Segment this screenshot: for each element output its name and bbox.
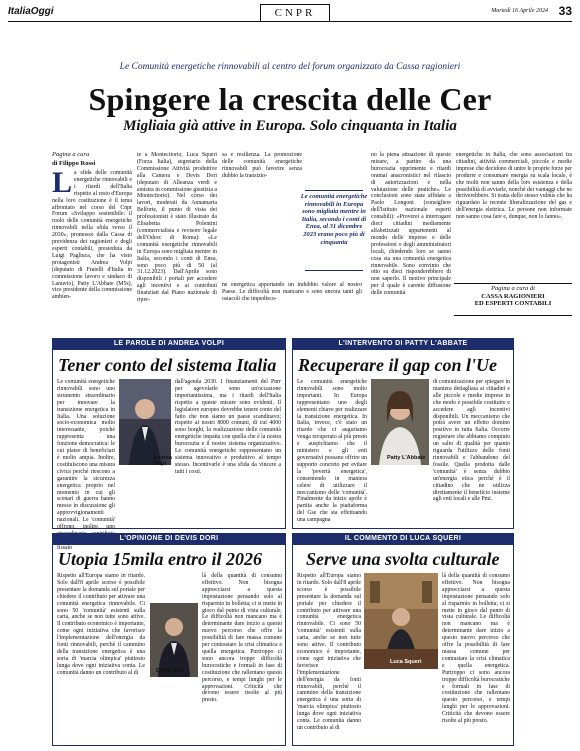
box-labbate-text-b: di comunicazione per spiegare in maniera dettagliata ai cittadini e alle piccole e medie imprese in che modo è possibile costituire e accedere agli incentivi disponibili. Un meccanismo che potrà avere un effetto domino positivo in tutta Italia. Occorre registrare che abbiamo compiuto un salto di qualità per quanto riguarda l'utilizzo delle fonti rinnovabili e l'abbandono del fossile. Quella prodotta dalle 'comunità' è senza dubbio un'energia etica perché è il cittadino che ne utilizza direttamente il beneficio insieme agli enti locali e alle Pmi.: [433, 379, 510, 503]
byline-author: di Filippo Rossi: [52, 160, 96, 167]
page-number: 33: [558, 4, 572, 18]
box-squeri-text-b: là della quantità di consumo effettivo. Non bisogna approcciarsi a questa impostazione pensando solo al risparmio in bolletta; ci si mette in gioco dal punto di vista culturale. Le difficoltà non mancano ma è determinante dare inizio a questo nuovo percorso che offre la possibilità di fare massa comune per contrastare la crisi climatica e quella energetica. Purtroppo ci sono ancora troppe difficoltà burocratiche e formali in fase di costituzione che rallentano questo percorso, e tempi lunghi per le approvazioni. Criticità che devono essere risolte al più presto.: [442, 573, 510, 725]
article-column-5: energetiche in Italia, che sono associazioni tra cittadini, attività commerciali, piccole e medie imprese che decidono di unire le proprie forze per produrre e consumare energia su scala locale, è che molti non sanno della loro esistenza e della possibilità di avviarle, nonché dei vantaggi che ne deriverebbero. Si tratta dello stesso vulnus che ha riguardato la recente liberalizzazione del gas e dell'energia elettrica. Le persone non informate non sanno cosa fare e, dunque, non lo fanno».: [456, 152, 572, 221]
page-credit-label: Pagina a cura di: [491, 285, 535, 292]
box-labbate-text-a: Le comunità energetiche rinnovabili sono molto importanti. In Europa rappresentano uno degli elementi chiave per realizzare la transizione energetica. In Italia, invece, c'è stato un ritardo che ci auguriamo venga recuperato al più presto e auspichiamo che il ministero e gli enti governativi possano offrire un supporto concreto per evitare la 'povertà energetica', consentendo in maniera celere di utilizzare il meccanismo delle 'comunità'. Finalmente da inizio aprile è partita anche la piattaforma del Gse che sta effettuando una campagna: [297, 379, 367, 524]
kicker: Le Comunità energetiche rinnovabili al centro del forum organizzato da Cassa ragionieri: [119, 62, 461, 72]
byline-label: Pagina a cura: [52, 151, 90, 158]
photo-luca-squeri: [364, 573, 438, 669]
quote-rule-top: [305, 190, 363, 191]
box-dori-text-a: Rispetto all'Europa siamo in ritardo. Solo dall'8 aprile scorso è possibile presentare la domanda sul portale per chiedere il contributo per attivare una comunità energetica rinnovabile. Ci sono 50 'comunità' esistenti sulla carta, anche se non tutte sono attive. Il contributo economico è importante, come ogni iniziativa che favorisce l'implementazione dell'energia da fonti rinnovabili, perché il cammino della transizione energetica è una sorta di 'marcia olimpica' piuttosto lunga dove ogni iniziativa conta. Le comunità danno un contributo al di: [57, 573, 145, 676]
newspaper-logo: ItaliaOggi: [8, 6, 54, 17]
box-label-squeri: IL COMMENTO DI LUCA SQUERI: [292, 533, 514, 544]
section-label: CNPR: [260, 4, 330, 22]
photo-patty-labbate: [371, 379, 429, 465]
box-title-volpi: Tener conto del sistema Italia: [58, 355, 277, 375]
quote-rule-bottom: [305, 270, 363, 271]
issue-date: Martedì 16 Aprile 2024: [491, 8, 548, 14]
top-rule: [8, 21, 572, 22]
drop-cap: L: [52, 166, 73, 199]
masthead: [8, 4, 572, 20]
box-squeri-text-a: Rispetto all'Europa siamo in ritardo. Solo dall'8 aprile scorso è possibile presentare la domanda sul portale per chiedere il contributo per attivare una comunità energetica rinnovabile. Ci sono 50 'comunità' esistenti sulla carta, anche se non tutte sono attive. Il contributo economico è importante, come ogni iniziativa che favorisce l'implementazione dell'energia da fonti rinnovabili, perché il cammino della transizione energetica è una sorta di 'marcia olimpica' piuttosto lunga dove ogni iniziativa conta. Le comunità danno un contributo al di: [297, 573, 361, 731]
portrait-image: [364, 573, 438, 669]
photo-devis-dori: [150, 603, 198, 677]
subhead: Migliaia già attive in Europa. Solo cinquanta in Italia: [123, 118, 457, 134]
box-dori-text-b: là della quantità di consumo effettivo. Non bisogna approcciarsi a questa impostazione pensando solo al risparmio in bolletta; ci si mette in gioco dal punto di vista culturale. Le difficoltà non mancano ma è determinante dare inizio a questo nuovo percorso che offre la possibilità di fare massa comune per contrastare la crisi climatica e quella energetica. Purtroppo ci sono ancora troppe difficoltà burocratiche e formali in fase di costituzione che rallentano questo percorso, e tempi lunghi per le approvazioni. Criticità che devono essere risolte al più presto.: [202, 573, 282, 704]
article-column-3b: ne energetica apportando un indubbio valore al nostro Paese. Le difficoltà non mancano e sono ancora tanti gli ostacoli che impedisco-: [222, 282, 362, 302]
box-label-labbate: L'INTERVENTO DI PATTY L'ABBATE: [292, 338, 514, 349]
pull-quote: Le comunità energetiche rinnovabili in Europa sono migliaia mentre in Italia, secondo i conti di Enea, al 31 dicembre 2023 erano poco più di cinquanta: [300, 193, 368, 246]
box-volpi-text-b: dall'agenda 2030. I finanziamenti del Pnrr per agevolarle sono un'occasione importantissima, ma i ritardi dell'Italia rispetto a queste misure sono evidenti. Il legislatore europeo dovrebbe tenere conto del fatto che non siamo un paese scandinavo; rispetto ai nostri 8000 comuni, di cui 4000 sono borghi, la realizzazione delle comunità energetiche impatta con quella che è la nostra burocrazia e il nostro sistema organizzativo. Le comunità energetiche rappresentano un sistema innovativo e produttivo al tempo stesso. Incentivarle è una sfida da vincere a tutti i costi.: [175, 379, 281, 475]
credit-rule-bottom: [454, 315, 572, 316]
article-column-2: te a Montecitorio, Luca Squeri (Forza Italia), segretario della Commissione Attività produttive alla Camera e Devis Dori (deputato di Alleanza verdi e sinistra in commissione giustizia a Montecitorio). Nel corso dei lavori, moderati da Annamaria Belforte, il punto di vista dei professionisti è stato illustrato da Elisabetta Polentini (commercialista e revisore legale dell'Odcec di Roma): «Le comunità energetiche rinnovabili in Europa sono migliaia mentre in Italia, secondo i conti di Enea, sono poco più di 50 (al 31.12.2023). Dall'Aprile sono disponibili i portali per accedere agli incentivi e ai contributi finanziati dal Piano nazionale di ripre-: [137, 152, 217, 304]
article-column-1-text: a sfida delle comunità energetiche rinnovabili e i ritardi dell'Italia rispetto al resto d'Europa nella loro costituzione è il tema affrontato nel corso del Cnpr Forum «Sviluppo sostenibile: il ruolo delle comunità energetiche rinnovabili nella sfida verso il 2030», promosso dalla Cassa di previdenza dei ragionieri e degli esperti contabili, presieduta da Luigi Pagliuca, che ha visto protagonisti Andrea Volpi (deputato di Fratelli d'Italia in commissione lavoro e sindaco di Lanuvio), Patty L'Abbate (M5s), vice presidente della commissione ambien-: [52, 170, 132, 301]
photo-andrea-volpi: [119, 379, 171, 465]
page-credit-org-2: ED ESPERTI CONTABILI: [474, 300, 552, 307]
box-title-dori: Utopia 15mila entro il 2026: [58, 549, 263, 569]
box-title-squeri: Serve una svolta culturale: [306, 549, 500, 569]
photo-caption-labbate: Patty L'Abbate: [387, 455, 426, 461]
box-volpi-text-a: Le comunità energetiche rinnovabili sono uno strumento straordinario per innovare la transizione energetica in Italia. Una soluzione socio-economica molto interessante, poiché rappresenta una funzione democratica: le cui platee di beneficiari è molto ampia. Inoltre, costituiscono una misura civica perché riescono a garantire la sicurezza energetica proprio nel momento in cui gli scenari di guerra hanno messo in discussione gli approvvigionamenti nazionali. Le 'comunità' offrono, inoltre, uno fissato: [57, 379, 115, 551]
credit-rule-top: [454, 283, 572, 284]
box-label-dori: L'OPINIONE DI DEVIS DORI: [52, 533, 286, 544]
headline: Spingere la crescita delle Cer: [88, 81, 492, 117]
portrait-image: [119, 379, 171, 465]
article-column-3: sa e resilienza. La promozione delle comunità energetiche rinnovabili può favorire senza dubbio la transizio-: [222, 152, 302, 179]
page-credit: [454, 285, 572, 307]
photo-caption-dori: Devis Dori: [156, 668, 184, 674]
box-title-labbate: Recuperare il gap con l'Ue: [298, 355, 497, 375]
photo-caption-squeri: Luca Squeri: [390, 659, 422, 665]
article-column-1: [52, 166, 132, 334]
photo-caption-volpi: Andrea Volpi: [153, 455, 172, 467]
box-label-volpi: LE PAROLE DI ANDREA VOLPI: [52, 338, 286, 349]
portrait-image: [150, 603, 198, 677]
portrait-image: [371, 379, 429, 465]
page-credit-org-1: CASSA RAGIONIERI: [481, 293, 545, 300]
article-column-4: no la piena attuazione di queste misure, a partire da una burocrazia opprimente e ritardi oramai anacronistici nel rilascio di autorizzazioni e nella valutazione delle pratiche». Le conclusioni sono state affidate a Paolo Longoni (consigliere dell'Istituto nazionale esperti contabili): «Proverei a interrogare dieci cittadini mediamente alfabetizzati appartenenti al mondo delle imprese o delle professioni o degli amministratori locali, chiedendo loro se sanno cosa sia una comunità energetica rinnovabile. Sono convinto che otto su dieci risponderebbero di non saperlo. Il motivo principale per il quale è carente diffusione delle comunità: [371, 152, 451, 297]
